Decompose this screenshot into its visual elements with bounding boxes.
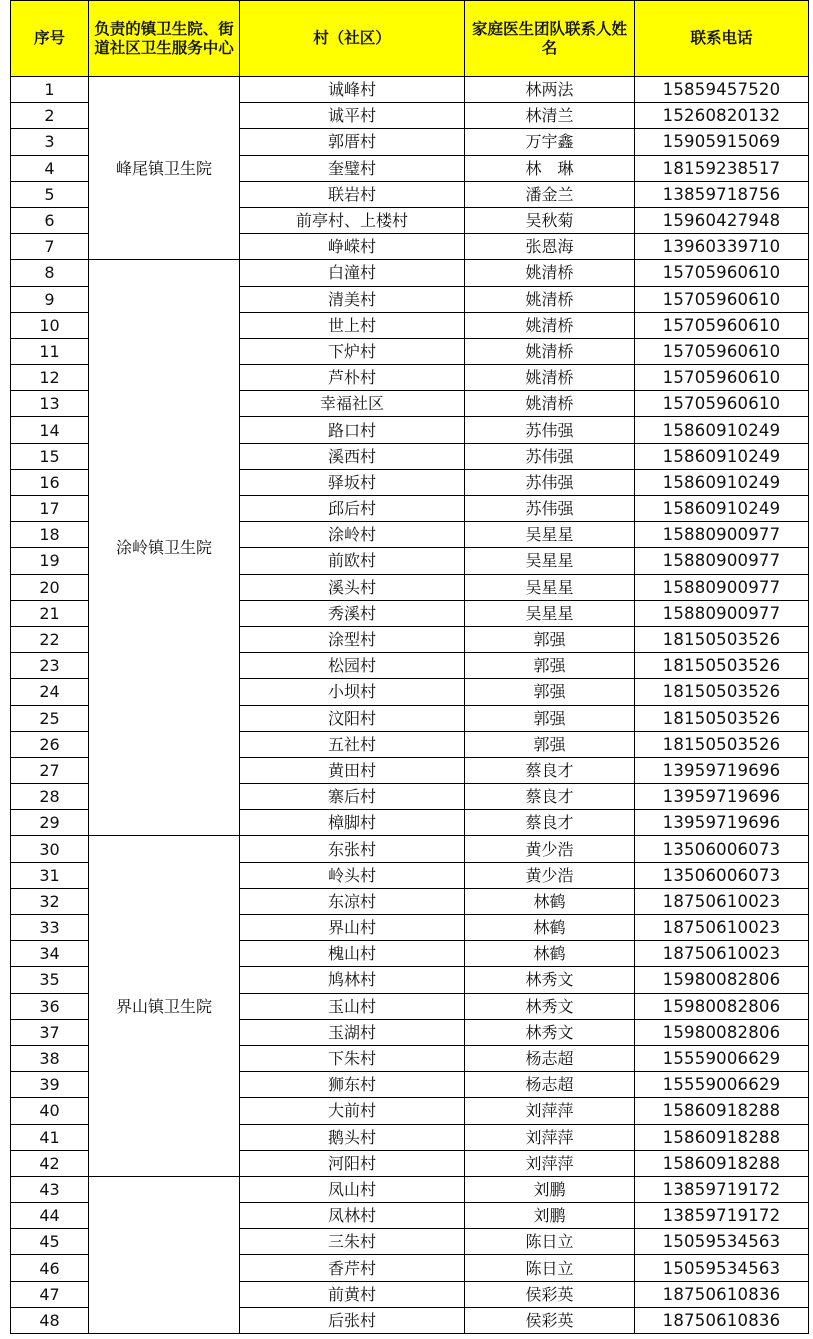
village-cell: 邱后村	[240, 496, 465, 522]
village-cell: 郭厝村	[240, 129, 465, 155]
phone-cell: 15860910249	[635, 469, 809, 495]
table-row	[11, 260, 809, 286]
table-body	[11, 77, 809, 1334]
phone-cell: 15860918288	[635, 1150, 809, 1176]
phone-cell: 13959719696	[635, 784, 809, 810]
row-number-cell: 13	[11, 391, 89, 417]
contact-name-cell: 刘萍萍	[465, 1150, 635, 1176]
village-cell: 槐山村	[240, 941, 465, 967]
village-cell: 狮东村	[240, 1072, 465, 1098]
phone-cell: 13506006073	[635, 862, 809, 888]
village-cell: 下朱村	[240, 1045, 465, 1071]
phone-cell: 15880900977	[635, 600, 809, 626]
contact-name-cell: 林秀文	[465, 1019, 635, 1045]
row-number-cell: 8	[11, 260, 89, 286]
row-number-cell: 16	[11, 469, 89, 495]
phone-cell: 18750610023	[635, 915, 809, 941]
row-number-cell: 11	[11, 338, 89, 364]
phone-cell: 15960427948	[635, 207, 809, 233]
village-cell: 溪西村	[240, 443, 465, 469]
phone-cell: 15860910249	[635, 496, 809, 522]
table-row	[11, 836, 809, 862]
phone-cell: 15705960610	[635, 260, 809, 286]
phone-cell: 15705960610	[635, 391, 809, 417]
village-cell: 涂型村	[240, 626, 465, 652]
village-cell: 鸠林村	[240, 967, 465, 993]
village-cell: 下炉村	[240, 338, 465, 364]
phone-cell: 15860910249	[635, 417, 809, 443]
header-contact: 家庭医生团队联系人姓名	[465, 1, 635, 77]
health-center-cell: 峰尾镇卫生院	[89, 77, 240, 260]
row-number-cell: 45	[11, 1229, 89, 1255]
village-cell: 前黄村	[240, 1281, 465, 1307]
phone-cell: 18150503526	[635, 731, 809, 757]
row-number-cell: 7	[11, 234, 89, 260]
row-number-cell: 47	[11, 1281, 89, 1307]
row-number-cell: 1	[11, 77, 89, 103]
phone-cell: 18750610023	[635, 941, 809, 967]
contact-name-cell: 郭强	[465, 679, 635, 705]
village-cell: 五社村	[240, 731, 465, 757]
village-cell: 芦朴村	[240, 365, 465, 391]
contact-name-cell: 苏伟强	[465, 469, 635, 495]
contact-name-cell: 林鹤	[465, 915, 635, 941]
row-number-cell: 4	[11, 155, 89, 181]
contact-name-cell: 姚清桥	[465, 391, 635, 417]
row-number-cell: 23	[11, 653, 89, 679]
header-center: 负责的镇卫生院、街道社区卫生服务中心	[89, 1, 240, 77]
contact-name-cell: 林鹤	[465, 888, 635, 914]
header-no: 序号	[11, 1, 89, 77]
contact-name-cell: 苏伟强	[465, 496, 635, 522]
phone-cell: 15980082806	[635, 1019, 809, 1045]
contact-name-cell: 蔡良才	[465, 784, 635, 810]
health-center-cell	[89, 1176, 240, 1333]
contact-name-cell: 侯彩英	[465, 1281, 635, 1307]
phone-cell: 13960339710	[635, 234, 809, 260]
phone-cell: 15559006629	[635, 1072, 809, 1098]
village-cell: 诚平村	[240, 103, 465, 129]
contact-name-cell: 黄少浩	[465, 836, 635, 862]
row-number-cell: 40	[11, 1098, 89, 1124]
phone-cell: 15859457520	[635, 77, 809, 103]
village-cell: 三朱村	[240, 1229, 465, 1255]
contact-name-cell: 郭强	[465, 731, 635, 757]
phone-cell: 15860910249	[635, 443, 809, 469]
village-cell: 后张村	[240, 1307, 465, 1333]
row-number-cell: 24	[11, 679, 89, 705]
row-number-cell: 41	[11, 1124, 89, 1150]
row-number-cell: 37	[11, 1019, 89, 1045]
row-number-cell: 15	[11, 443, 89, 469]
village-cell: 秀溪村	[240, 600, 465, 626]
row-number-cell: 39	[11, 1072, 89, 1098]
phone-cell: 15905915069	[635, 129, 809, 155]
contact-name-cell: 姚清桥	[465, 312, 635, 338]
contact-name-cell: 林两法	[465, 77, 635, 103]
phone-cell: 18150503526	[635, 626, 809, 652]
contact-name-cell: 姚清桥	[465, 260, 635, 286]
phone-cell: 15705960610	[635, 286, 809, 312]
row-number-cell: 21	[11, 600, 89, 626]
phone-cell: 15059534563	[635, 1255, 809, 1281]
village-cell: 路口村	[240, 417, 465, 443]
contact-name-cell: 郭强	[465, 626, 635, 652]
contact-name-cell: 杨志超	[465, 1045, 635, 1071]
village-cell: 玉山村	[240, 993, 465, 1019]
phone-cell: 15880900977	[635, 522, 809, 548]
village-cell: 世上村	[240, 312, 465, 338]
row-number-cell: 3	[11, 129, 89, 155]
row-number-cell: 26	[11, 731, 89, 757]
village-cell: 香芹村	[240, 1255, 465, 1281]
contact-name-cell: 吴星星	[465, 574, 635, 600]
village-cell: 玉湖村	[240, 1019, 465, 1045]
row-number-cell: 28	[11, 784, 89, 810]
phone-cell: 15880900977	[635, 574, 809, 600]
contact-name-cell: 郭强	[465, 705, 635, 731]
row-number-cell: 5	[11, 181, 89, 207]
contact-name-cell: 苏伟强	[465, 443, 635, 469]
row-number-cell: 43	[11, 1176, 89, 1202]
village-cell: 樟脚村	[240, 810, 465, 836]
village-cell: 大前村	[240, 1098, 465, 1124]
phone-cell: 15059534563	[635, 1229, 809, 1255]
village-cell: 联岩村	[240, 181, 465, 207]
phone-cell: 15860918288	[635, 1098, 809, 1124]
contact-name-cell: 蔡良才	[465, 810, 635, 836]
phone-cell: 13859719172	[635, 1203, 809, 1229]
village-cell: 清美村	[240, 286, 465, 312]
contact-name-cell: 陈日立	[465, 1255, 635, 1281]
village-cell: 奎璧村	[240, 155, 465, 181]
phone-cell: 15705960610	[635, 312, 809, 338]
village-cell: 界山村	[240, 915, 465, 941]
phone-cell: 15559006629	[635, 1045, 809, 1071]
village-cell: 寨后村	[240, 784, 465, 810]
header-village: 村（社区）	[240, 1, 465, 77]
village-cell: 凤林村	[240, 1203, 465, 1229]
village-cell: 白潼村	[240, 260, 465, 286]
village-cell: 河阳村	[240, 1150, 465, 1176]
row-number-cell: 29	[11, 810, 89, 836]
row-number-cell: 38	[11, 1045, 89, 1071]
header-row	[11, 1, 809, 77]
health-center-cell: 涂岭镇卫生院	[89, 260, 240, 836]
contact-name-cell: 林秀文	[465, 993, 635, 1019]
row-number-cell: 10	[11, 312, 89, 338]
village-cell: 溪头村	[240, 574, 465, 600]
contact-name-cell: 黄少浩	[465, 862, 635, 888]
contact-name-cell: 郭强	[465, 653, 635, 679]
phone-cell: 15860918288	[635, 1124, 809, 1150]
village-cell: 涂岭村	[240, 522, 465, 548]
row-number-cell: 2	[11, 103, 89, 129]
table-row	[11, 1176, 809, 1202]
village-cell: 东张村	[240, 836, 465, 862]
contact-name-cell: 吴秋菊	[465, 207, 635, 233]
phone-cell: 13859718756	[635, 181, 809, 207]
row-number-cell: 33	[11, 915, 89, 941]
contact-name-cell: 刘鹏	[465, 1203, 635, 1229]
village-cell: 鹅头村	[240, 1124, 465, 1150]
village-cell: 峥嵘村	[240, 234, 465, 260]
row-number-cell: 12	[11, 365, 89, 391]
village-cell: 驿坂村	[240, 469, 465, 495]
table-row	[11, 77, 809, 103]
village-cell: 幸福社区	[240, 391, 465, 417]
row-number-cell: 42	[11, 1150, 89, 1176]
row-number-cell: 48	[11, 1307, 89, 1333]
phone-cell: 18150503526	[635, 653, 809, 679]
phone-cell: 13959719696	[635, 810, 809, 836]
village-cell: 凤山村	[240, 1176, 465, 1202]
village-cell: 岭头村	[240, 862, 465, 888]
row-number-cell: 32	[11, 888, 89, 914]
village-cell: 黄田村	[240, 757, 465, 783]
row-number-cell: 27	[11, 757, 89, 783]
contact-name-cell: 林 琳	[465, 155, 635, 181]
row-number-cell: 36	[11, 993, 89, 1019]
village-cell: 前欧村	[240, 548, 465, 574]
village-cell: 前亭村、上楼村	[240, 207, 465, 233]
phone-cell: 18159238517	[635, 155, 809, 181]
contact-name-cell: 万宇鑫	[465, 129, 635, 155]
phone-cell: 13959719696	[635, 757, 809, 783]
phone-cell: 15980082806	[635, 967, 809, 993]
contact-name-cell: 侯彩英	[465, 1307, 635, 1333]
row-number-cell: 19	[11, 548, 89, 574]
contact-name-cell: 潘金兰	[465, 181, 635, 207]
contact-name-cell: 张恩海	[465, 234, 635, 260]
row-number-cell: 20	[11, 574, 89, 600]
row-number-cell: 6	[11, 207, 89, 233]
village-cell: 小坝村	[240, 679, 465, 705]
row-number-cell: 34	[11, 941, 89, 967]
phone-cell: 13859719172	[635, 1176, 809, 1202]
phone-cell: 18750610023	[635, 888, 809, 914]
contact-name-cell: 吴星星	[465, 548, 635, 574]
contact-name-cell: 吴星星	[465, 522, 635, 548]
contact-name-cell: 蔡良才	[465, 757, 635, 783]
contact-name-cell: 姚清桥	[465, 338, 635, 364]
phone-cell: 18150503526	[635, 705, 809, 731]
contact-name-cell: 杨志超	[465, 1072, 635, 1098]
health-center-cell: 界山镇卫生院	[89, 836, 240, 1176]
contact-name-cell: 姚清桥	[465, 365, 635, 391]
row-number-cell: 25	[11, 705, 89, 731]
phone-cell: 15980082806	[635, 993, 809, 1019]
row-number-cell: 44	[11, 1203, 89, 1229]
phone-cell: 15705960610	[635, 365, 809, 391]
village-cell: 诚峰村	[240, 77, 465, 103]
contact-name-cell: 陈日立	[465, 1229, 635, 1255]
phone-cell: 15880900977	[635, 548, 809, 574]
village-cell: 东凉村	[240, 888, 465, 914]
phone-cell: 18150503526	[635, 679, 809, 705]
phone-cell: 15705960610	[635, 338, 809, 364]
row-number-cell: 18	[11, 522, 89, 548]
row-number-cell: 31	[11, 862, 89, 888]
contact-name-cell: 刘萍萍	[465, 1098, 635, 1124]
contact-name-cell: 林鹤	[465, 941, 635, 967]
row-number-cell: 14	[11, 417, 89, 443]
contact-name-cell: 姚清桥	[465, 286, 635, 312]
contact-name-cell: 刘鹏	[465, 1176, 635, 1202]
contact-table	[10, 0, 809, 1334]
row-number-cell: 17	[11, 496, 89, 522]
contact-name-cell: 林清兰	[465, 103, 635, 129]
phone-cell: 18750610836	[635, 1281, 809, 1307]
village-cell: 松园村	[240, 653, 465, 679]
row-number-cell: 30	[11, 836, 89, 862]
row-number-cell: 22	[11, 626, 89, 652]
row-number-cell: 35	[11, 967, 89, 993]
contact-name-cell: 刘萍萍	[465, 1124, 635, 1150]
contact-name-cell: 苏伟强	[465, 417, 635, 443]
phone-cell: 18750610836	[635, 1307, 809, 1333]
contact-name-cell: 林秀文	[465, 967, 635, 993]
row-number-cell: 9	[11, 286, 89, 312]
row-number-cell: 46	[11, 1255, 89, 1281]
header-phone: 联系电话	[635, 1, 809, 77]
phone-cell: 15260820132	[635, 103, 809, 129]
contact-name-cell: 吴星星	[465, 600, 635, 626]
phone-cell: 13506006073	[635, 836, 809, 862]
village-cell: 汶阳村	[240, 705, 465, 731]
